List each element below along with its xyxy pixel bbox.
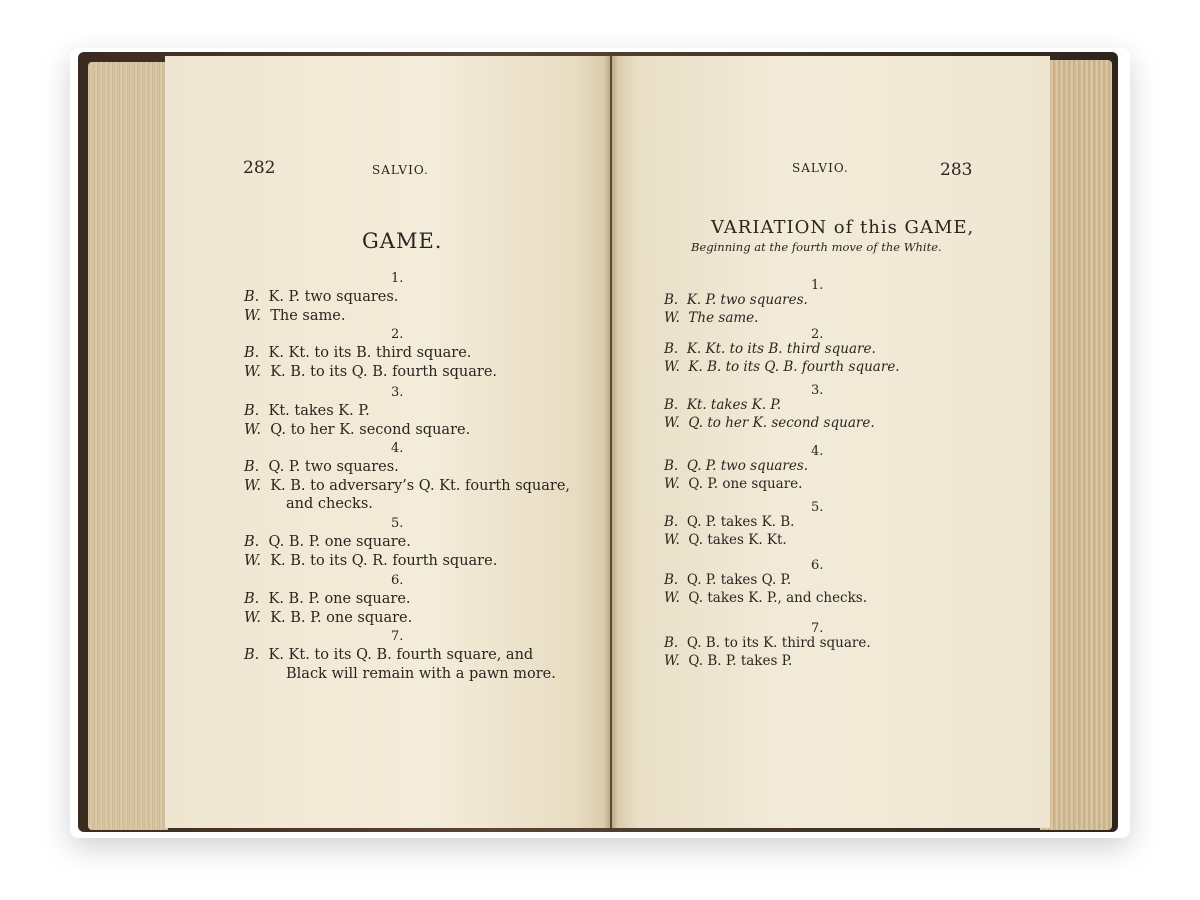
move-number: 2.: [391, 327, 404, 342]
move-number: 1.: [811, 278, 824, 293]
move-side: W.: [664, 476, 680, 492]
move-text: Kt. takes K. P.: [686, 397, 782, 413]
move-line: [664, 292, 808, 308]
move-line: [286, 666, 556, 682]
move-number: 3.: [391, 385, 404, 400]
move-number: 5.: [811, 500, 824, 515]
move-side: B.: [244, 289, 260, 305]
move-text: The same.: [688, 310, 759, 326]
move-side: B.: [664, 635, 679, 651]
move-line: [664, 635, 871, 651]
move-side: W.: [244, 363, 261, 380]
move-side: B.: [664, 458, 679, 474]
left-page-number: 282: [243, 158, 276, 178]
move-text: K. B. to its Q. B. fourth square.: [688, 359, 900, 375]
move-text: Q. B. P. takes P.: [688, 653, 793, 669]
left-running-head: SALVIO.: [372, 163, 429, 177]
right-running-head: SALVIO.: [792, 161, 849, 175]
move-line: [664, 359, 900, 375]
move-line: [244, 345, 471, 361]
right-page-subtitle: Beginning at the fourth move of the White.: [691, 240, 942, 254]
move-text: K. B. to its Q. R. fourth square.: [270, 552, 498, 569]
move-text: Q. P. takes Q. P.: [686, 572, 792, 588]
move-side: B.: [244, 459, 260, 475]
move-side: B.: [664, 514, 679, 530]
move-side: W.: [664, 532, 680, 548]
move-side: W.: [244, 307, 261, 324]
move-text: K. Kt. to its B. third square.: [268, 345, 472, 361]
move-text: K. Kt. to its Q. B. fourth square, and: [268, 647, 534, 663]
move-number: 7.: [811, 621, 824, 636]
move-text: K. B. to its Q. B. fourth square.: [270, 363, 498, 380]
move-text: Q. P. two squares.: [268, 459, 399, 475]
move-text: Q. to her K. second square.: [270, 421, 471, 438]
move-line: [664, 532, 787, 548]
move-side: W.: [664, 359, 680, 375]
move-line: [244, 403, 370, 419]
move-text: K. P. two squares.: [268, 289, 399, 305]
move-side: B.: [244, 534, 260, 550]
move-line: [244, 459, 399, 475]
move-number: 2.: [811, 327, 824, 342]
move-line: [244, 478, 570, 494]
right-page-number: 283: [940, 160, 973, 180]
move-line: [664, 476, 802, 492]
move-line: [244, 553, 497, 569]
move-side: B.: [244, 345, 260, 361]
move-text: Kt. takes K. P.: [268, 403, 370, 419]
move-number: 7.: [391, 629, 404, 644]
move-text: K. Kt. to its B. third square.: [686, 341, 876, 357]
right-page-title: VARIATION of this GAME,: [711, 217, 975, 238]
move-line: [664, 341, 876, 357]
move-line: [664, 458, 808, 474]
move-line: [244, 610, 412, 626]
move-line: [244, 364, 497, 380]
move-line: [664, 590, 867, 606]
move-side: W.: [244, 421, 261, 438]
move-number: 1.: [391, 271, 404, 286]
move-text: Q. P. takes K. B.: [686, 514, 795, 530]
move-side: B.: [664, 397, 679, 413]
move-text: Q. takes K. P., and checks.: [688, 590, 868, 606]
move-text: Q. B. P. one square.: [268, 534, 411, 550]
move-number: 3.: [811, 383, 824, 398]
move-side: W.: [244, 552, 261, 569]
move-line: [286, 496, 373, 512]
move-text: Q. to her K. second square.: [688, 415, 875, 431]
move-side: B.: [244, 403, 260, 419]
move-side: W.: [664, 653, 680, 669]
move-side: B.: [664, 292, 679, 308]
move-line: [244, 591, 411, 607]
move-text: and checks.: [286, 496, 373, 512]
move-line: [244, 308, 345, 324]
move-number: 6.: [391, 573, 404, 588]
move-line: [664, 572, 791, 588]
move-text: K. P. two squares.: [686, 292, 808, 308]
move-text: K. B. to adversary’s Q. Kt. fourth square,: [270, 477, 571, 494]
move-text: Q. takes K. Kt.: [688, 532, 787, 548]
move-side: B.: [664, 572, 679, 588]
move-line: [244, 289, 398, 305]
move-text: Black will remain with a pawn more.: [286, 665, 556, 682]
move-text: Q. B. to its K. third square.: [686, 635, 871, 651]
move-side: B.: [244, 591, 260, 607]
move-line: [244, 534, 411, 550]
left-page-title: GAME.: [362, 229, 443, 253]
book-gutter: [604, 56, 618, 828]
move-side: W.: [244, 609, 261, 626]
move-number: 6.: [811, 558, 824, 573]
left-page-edges: [88, 62, 168, 830]
move-text: K. B. P. one square.: [268, 591, 411, 607]
move-line: [664, 397, 781, 413]
move-line: [664, 310, 758, 326]
move-side: W.: [664, 415, 680, 431]
move-side: B.: [244, 647, 260, 663]
move-side: W.: [244, 477, 261, 494]
move-line: [664, 415, 875, 431]
move-text: Q. P. two squares.: [686, 458, 809, 474]
move-text: Q. P. one square.: [688, 476, 803, 492]
move-number: 4.: [391, 441, 404, 456]
move-text: K. B. P. one square.: [270, 609, 413, 626]
move-side: W.: [664, 310, 680, 326]
move-line: [664, 653, 792, 669]
move-line: [244, 647, 533, 663]
move-text: The same.: [270, 307, 346, 324]
move-line: [664, 514, 794, 530]
move-line: [244, 422, 470, 438]
right-page-edges: [1040, 60, 1112, 830]
move-number: 5.: [391, 516, 404, 531]
move-side: B.: [664, 341, 679, 357]
move-side: W.: [664, 590, 680, 606]
move-number: 4.: [811, 444, 824, 459]
